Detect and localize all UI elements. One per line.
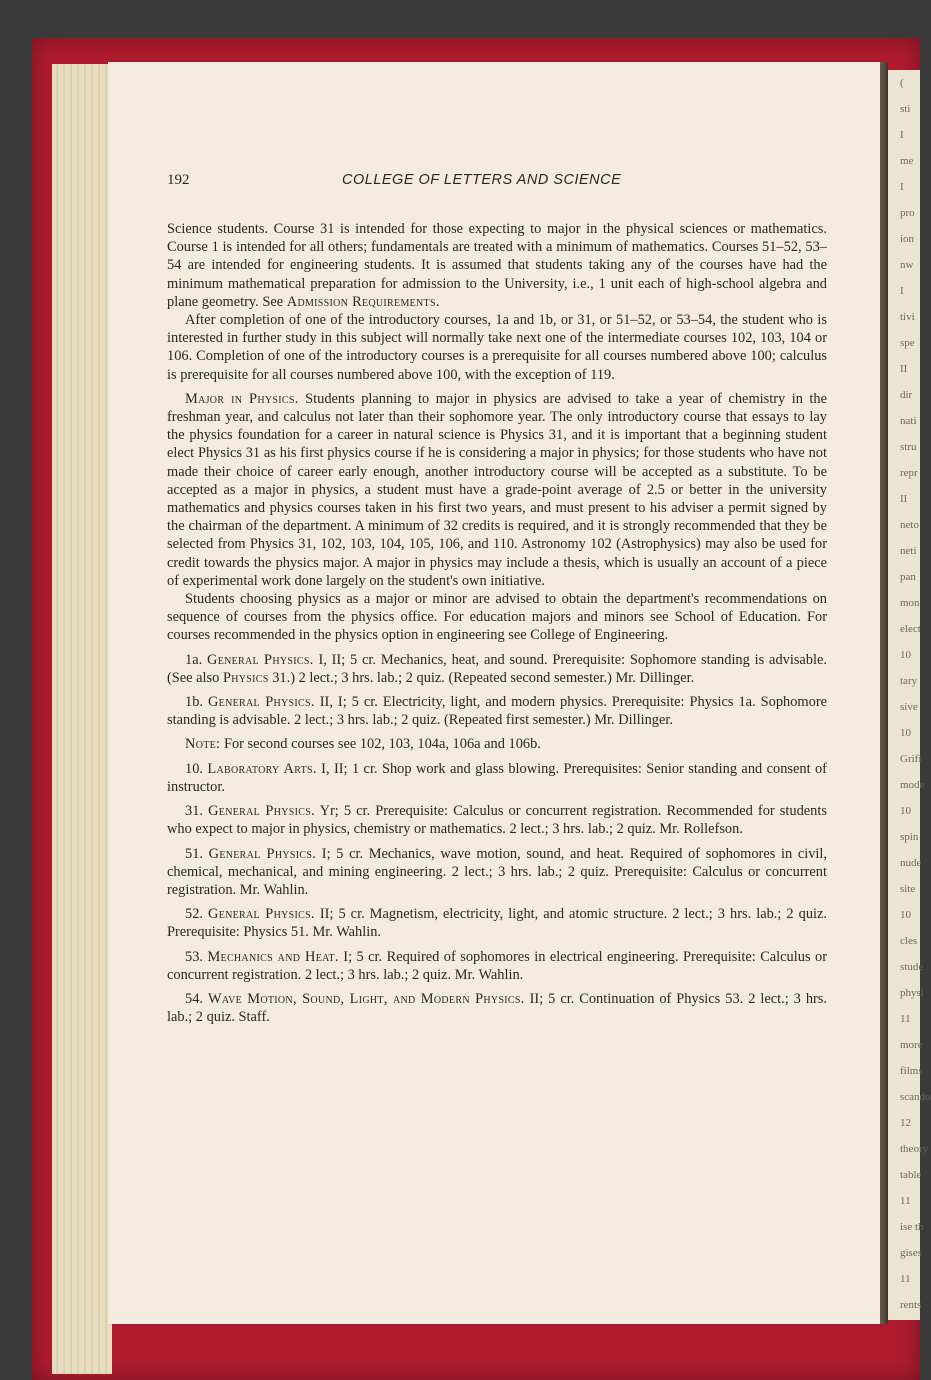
facing-page-fragment: sti [900,103,911,115]
page-edges [52,64,112,1374]
facing-page-fragment: pan [900,571,916,583]
course-number: 1a. [185,651,207,668]
course-description: I, II; 5 cr. Mechanics, heat, and sound. Prerequisite: Sophomore standing is advisable. (See also [167,651,827,686]
facing-page-fragment: cles [900,935,918,947]
facing-page-fragment: stru [900,441,917,453]
page-body [167,220,827,1026]
major-paragraph-2: Students choosing physics as a major or minor are advised to obtain the department's recommendations on sequence of courses from the physics office. For education majors and minors see School of Education. For courses recommended in the physics option in engineering see College of Engineering. [167,591,827,644]
course-title: General Physics. [207,694,315,711]
facing-page-fragment: theory [900,1143,929,1155]
facing-page-fragment: more [900,1039,923,1051]
facing-page-fragment: dir [900,389,913,401]
facing-page-fragment: 10 [900,727,911,739]
course-description-cont: 31.) 2 lect.; 3 hrs. lab.; 2 quiz. (Repeated second semester.) Mr. Dillinger. [268,669,695,686]
course-title: General Physics. [208,803,315,820]
facing-page-fragment: 10 [900,805,911,817]
page-header-title: COLLEGE OF LETTERS AND SCIENCE [342,172,622,188]
facing-page-fragment: table [900,1169,922,1181]
intro-paragraph-2: After completion of one of the introductory courses, 1a and 1b, or 31, or 51–52, or 53–54, the student who is interested in further study in this subject will normally take next one of the intermediate courses 102, 103, 104 or 106. Completion of one of the introductory courses is a prerequisite for all courses numbered above 100; calculus is prerequisite for all courses numbered above 100, with the exception of 119. [167,312,827,383]
major-paragraph: Major in Physics. Students planning to major in physics are advised to take a year of chemistry in the freshman year, and calculus not later than their sophomore year. The only introductory course that essays to lay the physics foundation for a career in natural science is Physics 31, and it is important that a beginning student elect Physics 31 as his first physics course if he is considering a major in physics; for those students who have not made their choice of career early enough, another introductory course will be accepted as a substitute. To be accepted as a major in physics, a student must have a grade-point average of 2.5 or better in the university mathematics and physics courses taken in his first two years, and must present to his adviser a permit signed by the chairman of the department. A minimum of 32 credits is required, and it is strongly recommended that they be selected from Physics 31, 102, 103, 104, 105, 106, and 110. Astronomy 102 (Astrophysics) may also be used for credit towards the physics major. A major in physics may include a thesis, which is usually an account of a piece of experimental work done largely on the student's own initiative. [167,390,827,589]
facing-page-fragment: neti [900,545,917,557]
course-description: I; 5 cr. Required of sophomores in electrical engineering. Prerequisite: Calculus or concurrent registration. 2 lect.; 3 hrs. lab.; 2 quiz. Mr. Wahlin. [167,948,827,983]
course-entry [167,990,827,1026]
intro-paragraph: Science students. Course 31 is intended for those expecting to major in the physical sciences or mathematics. Course 1 is intended for all others; fundamentals are treated with a minimum of mathematics. Courses 51–52, 53–54 are intended for engineering students. It is assumed that students taking any of the courses have had the minimum mathematical preparation for admission to the University, i.e., 1 unit each of high-school algebra and plane geometry. See Admission Requirements. [167,221,827,310]
facing-page-fragment: 12 [900,1117,911,1129]
course-entry [167,845,827,900]
course-entry [167,905,827,941]
course-number: 1b. [185,694,208,711]
facing-page-fragment: mode [900,779,925,791]
course-description: II; 5 cr. Continuation of Physics 53. 2 lect.; 3 hrs. lab.; 2 quiz. Staff. [167,990,827,1026]
course-title: Wave Motion, Sound, Light, and Modern Physics. [207,990,525,1007]
facing-page-fragment: 10 [900,649,911,661]
course-number: 10. [185,760,208,777]
course-description: Yr; 5 cr. Prerequisite: Calculus or concurrent registration. Recommended for students who expect to major in physics, chemistry or mathematics. 2 lect.; 3 hrs. lab.; 2 quiz. Mr. Rollefson. [167,803,827,838]
course-entry [167,693,827,729]
course-title: Laboratory Arts. [207,760,317,777]
facing-page-fragment: nati [900,415,917,427]
facing-page-fragment: me [900,155,914,167]
facing-page-fragment: spin [900,831,919,843]
course-title: General Physics. [208,845,317,862]
facing-page-fragment: I [900,285,904,297]
facing-page-fragment: films [900,1065,923,1077]
course-number: 51. [185,845,209,862]
major-heading: Major in Physics. [185,390,299,407]
course-number: 54. [185,990,208,1007]
facing-page-fragment: rents [900,1299,922,1311]
facing-page-fragment: scando [900,1091,931,1103]
course-list [167,651,827,1027]
facing-page-fragment: Grifi [900,753,922,765]
facing-page-fragment: ion [900,233,915,245]
course-number: 52. [185,906,209,923]
course-entry [167,948,827,984]
course-title: General Physics. [207,651,314,668]
facing-page-fragment: I [900,181,904,193]
course-number: 53. [185,948,208,965]
facing-page-fragment: ise th [900,1221,924,1233]
course-entry [167,735,827,753]
page-number: 192 [167,172,190,188]
facing-page-edge [888,70,931,1320]
facing-page-fragment: spe [900,337,915,349]
facing-page-fragment: repr [900,467,918,479]
facing-page-fragment: 11 [900,1195,911,1207]
course-entry [167,651,827,687]
facing-page-fragment: ( [900,77,904,89]
facing-page-fragment: pro [900,207,915,219]
facing-page-fragment: nw [900,259,914,271]
facing-page-fragment: II [900,493,908,505]
course-description: II; 5 cr. Magnetism, electricity, light, and atomic structure. 2 lect.; 3 hrs. lab.; 2 quiz. Prerequisite: Physics 51. Mr. Wahlin. [167,906,827,941]
facing-page-fragment: II [900,363,908,375]
course-description: For second courses see 102, 103, 104a, 106a and 106b. [220,736,541,753]
facing-page-fragment: stude [900,961,924,973]
course-ref: Physics [222,669,269,686]
facing-page-fragment: mon [900,597,920,609]
facing-page-fragment: tivi [900,311,915,323]
facing-page-fragment: I [900,129,904,141]
facing-page-fragment: neto [900,519,919,531]
course-title: General Physics. [208,906,315,923]
running-head [167,172,827,192]
facing-page-fragment: 10 [900,909,911,921]
facing-page-fragment: 11 [900,1273,911,1285]
course-description: I; 5 cr. Mechanics, wave motion, sound, and heat. Required of sophomores in civil, chemical, mechanical, and mining engineering. 2 lect.; 3 hrs. lab.; 2 quiz. Prerequisite: Calculus or concurrent registration. Mr. Wahlin. [167,845,827,898]
course-description: I, II; 1 cr. Shop work and glass blowing. Prerequisites: Senior standing and consent of instructor. [167,760,827,795]
facing-page-fragment: tary [900,675,918,687]
facing-page-fragment: physi [900,987,924,999]
facing-page-fragment: sive [900,701,918,713]
facing-page-fragment: site [900,883,916,895]
course-title: Note: [185,736,221,753]
facing-page-fragment: 11 [900,1013,911,1025]
course-number: 31. [185,803,209,820]
course-title: Mechanics and Heat. [207,948,339,965]
course-entry [167,760,827,796]
course-description: II, I; 5 cr. Electricity, light, and modern physics. Prerequisite: Physics 1a. Sophomore standing is advisable. 2 lect.; 3 hrs. lab.; 2 quiz. (Repeated first semester.) Mr. Dillinger. [167,694,827,729]
facing-page-fragment: gises [900,1247,922,1259]
facing-page-fragment: elect [900,623,921,635]
facing-page-fragment: nude [900,857,922,869]
admission-requirements-ref: Admission Requirements [286,293,436,310]
course-entry [167,802,827,838]
